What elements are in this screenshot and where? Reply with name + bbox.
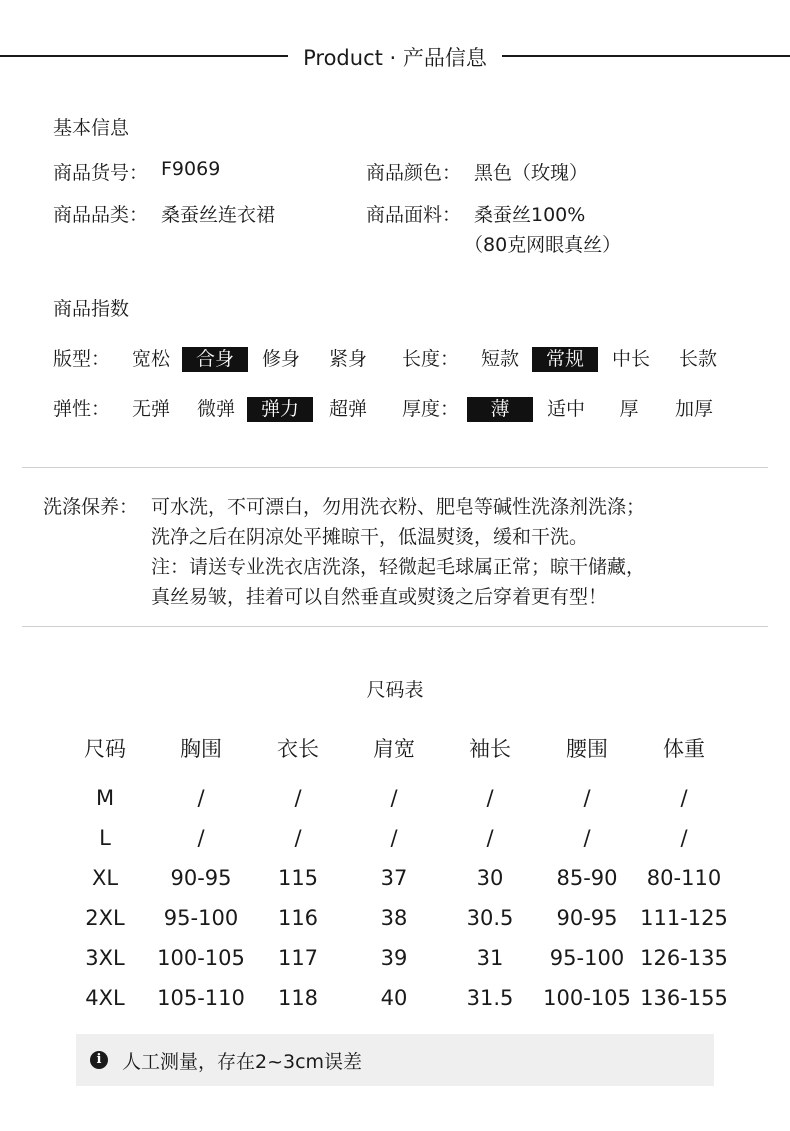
cell-size: M [95,786,115,810]
cell-bust: / [197,826,205,850]
care-line: 洗净之后在阴凉处平摊晾干，低温熨烫，缓和干洗。 [151,526,589,548]
elastic-label: 弹性： [53,398,111,420]
fabric-value-line2: （80克网眼真丝） [464,234,622,256]
header-length: 衣长 [277,737,319,761]
care-label: 洗涤保养： [43,496,139,518]
cell-bust: 100-105 [157,946,245,970]
header-sleeve: 袖长 [469,737,511,761]
cell-shoulder: 38 [380,906,408,930]
header-bust: 胸围 [180,737,222,761]
length-label: 长度： [402,348,460,370]
cell-waist: 100-105 [543,986,631,1010]
cell-size: 2XL [85,906,125,930]
index-heading: 商品指数 [53,298,130,320]
cell-size: 4XL [85,986,125,1010]
thickness-option: 适中 [546,398,585,420]
fabric-label: 商品面料： [366,204,462,226]
thickness-label: 厚度： [402,398,460,420]
fit-option: 宽松 [131,348,170,370]
elastic-option: 微弹 [196,398,235,420]
thickness-option: 厚 [619,398,639,420]
cell-length: 115 [277,866,319,890]
elastic-option: 无弹 [131,398,170,420]
care-line: 注：请送专业洗衣店洗涤，轻微起毛球属正常；晾干储藏， [151,556,646,578]
cell-weight: 111-125 [640,906,728,930]
cell-length: / [294,786,302,810]
cell-weight: / [680,786,688,810]
cell-bust: 90-95 [170,866,232,890]
item-no-label: 商品货号： [53,162,149,184]
cell-waist: 90-95 [556,906,618,930]
header-waist: 腰围 [566,737,608,761]
elastic-option: 弹力 [247,397,313,422]
length-option: 中长 [611,348,650,370]
cell-length: / [294,826,302,850]
cell-bust: / [197,786,205,810]
cell-sleeve: 31 [476,946,504,970]
basic-heading: 基本信息 [53,117,130,139]
cell-bust: 105-110 [157,986,245,1010]
fabric-value-line1: 桑蚕丝100% [474,204,586,226]
item-no-value: F9069 [161,158,221,180]
cell-waist: / [583,826,591,850]
cell-size: XL [91,866,119,890]
care-line: 真丝易皱，挂着可以自然垂直或熨烫之后穿着更有型！ [151,586,608,608]
fit-option: 合身 [182,347,248,372]
note-text: 人工测量，存在2~3cm误差 [122,1051,363,1073]
size-table-title: 尺码表 [366,679,424,701]
cell-sleeve: 31.5 [466,986,514,1010]
cell-bust: 95-100 [163,906,239,930]
cell-length: 118 [277,986,319,1010]
category-label: 商品品类： [53,204,149,226]
measurement-note [76,1034,714,1086]
info-icon: i [90,1051,108,1069]
category-value: 桑蚕丝连衣裙 [161,204,276,226]
cell-shoulder: / [390,786,398,810]
cell-weight: 136-155 [640,986,728,1010]
page-title-text: Product · 产品信息 [291,46,499,70]
cell-waist: 95-100 [549,946,625,970]
color-label: 商品颜色： [366,162,462,184]
cell-sleeve: / [486,826,494,850]
fit-option: 紧身 [328,348,367,370]
fit-option: 修身 [261,348,300,370]
cell-weight: / [680,826,688,850]
cell-shoulder: 40 [380,986,408,1010]
cell-shoulder: / [390,826,398,850]
cell-length: 116 [277,906,319,930]
cell-shoulder: 37 [380,866,408,890]
cell-length: 117 [277,946,319,970]
length-option: 长款 [678,348,717,370]
cell-sleeve: / [486,786,494,810]
cell-shoulder: 39 [380,946,408,970]
elastic-option: 超弹 [328,398,367,420]
cell-waist: / [583,786,591,810]
cell-size: L [99,826,111,850]
color-value: 黑色（玫瑰） [474,162,589,184]
cell-size: 3XL [85,946,125,970]
header-weight: 体重 [663,737,705,761]
header-shoulder: 肩宽 [373,737,415,761]
fit-label: 版型： [53,348,111,370]
cell-weight: 80-110 [646,866,722,890]
header-size: 尺码 [84,737,126,761]
cell-sleeve: 30.5 [466,906,514,930]
cell-waist: 85-90 [556,866,618,890]
thickness-option: 加厚 [674,398,713,420]
length-option: 短款 [480,348,519,370]
length-option: 常规 [532,347,598,372]
cell-weight: 126-135 [640,946,728,970]
care-line: 可水洗，不可漂白，勿用洗衣粉、肥皂等碱性洗涤剂洗涤； [151,496,646,518]
cell-sleeve: 30 [476,866,504,890]
thickness-option: 薄 [467,397,533,422]
